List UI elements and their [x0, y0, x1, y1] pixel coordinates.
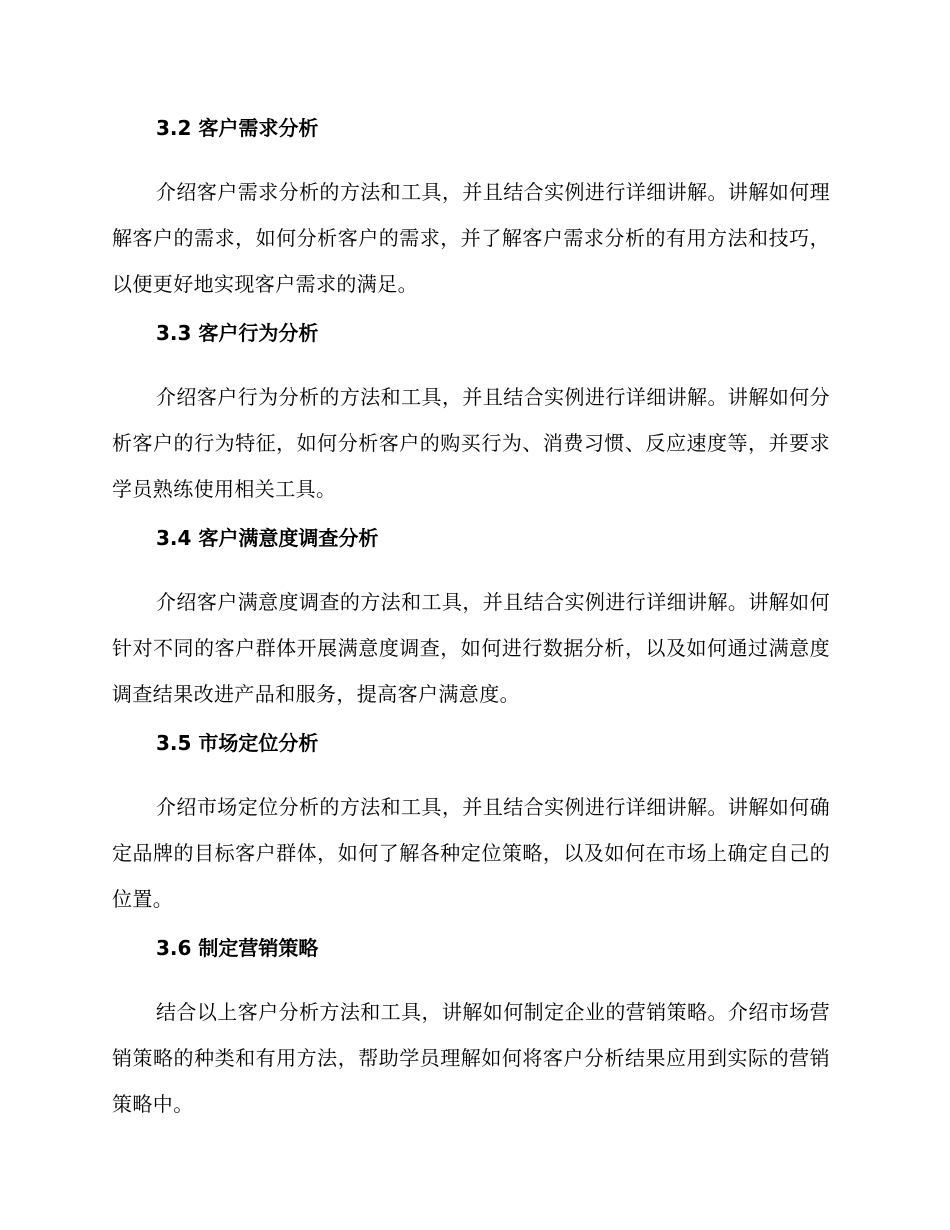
section-paragraph: 结合以上客户分析方法和工具，讲解如何制定企业的营销策略。介绍市场营销策略的种类和有用方法，帮助学员理解如何将客户分析结果应用到实际的营销策略中。 — [112, 1000, 830, 1116]
section-3-6 — [112, 934, 830, 1127]
section-heading: 3.6 制定营销策略 — [156, 936, 319, 960]
section-heading: 3.2 客户需求分析 — [156, 116, 319, 140]
section-3-2 — [112, 114, 830, 307]
section-3-3 — [112, 319, 830, 512]
section-paragraph: 介绍客户满意度调查的方法和工具，并且结合实例进行详细讲解。讲解如何针对不同的客户群体开展满意度调查，如何进行数据分析，以及如何通过满意度调查结果改进产品和服务，提高客户满意度。 — [112, 590, 830, 706]
section-heading: 3.3 客户行为分析 — [156, 321, 319, 345]
section-paragraph: 介绍客户需求分析的方法和工具，并且结合实例进行详细讲解。讲解如何理解客户的需求，如何分析客户的需求，并了解客户需求分析的有用方法和技巧，以便更好地实现客户需求的满足。 — [112, 180, 830, 296]
section-heading: 3.5 市场定位分析 — [156, 731, 319, 755]
section-heading: 3.4 客户满意度调查分析 — [156, 526, 379, 550]
section-3-4 — [112, 524, 830, 717]
section-paragraph: 介绍市场定位分析的方法和工具，并且结合实例进行详细讲解。讲解如何确定品牌的目标客户群体，如何了解各种定位策略，以及如何在市场上确定自己的位置。 — [112, 795, 830, 911]
section-3-5 — [112, 729, 830, 922]
section-paragraph: 介绍客户行为分析的方法和工具，并且结合实例进行详细讲解。讲解如何分析客户的行为特征，如何分析客户的购买行为、消费习惯、反应速度等，并要求学员熟练使用相关工具。 — [112, 385, 830, 501]
